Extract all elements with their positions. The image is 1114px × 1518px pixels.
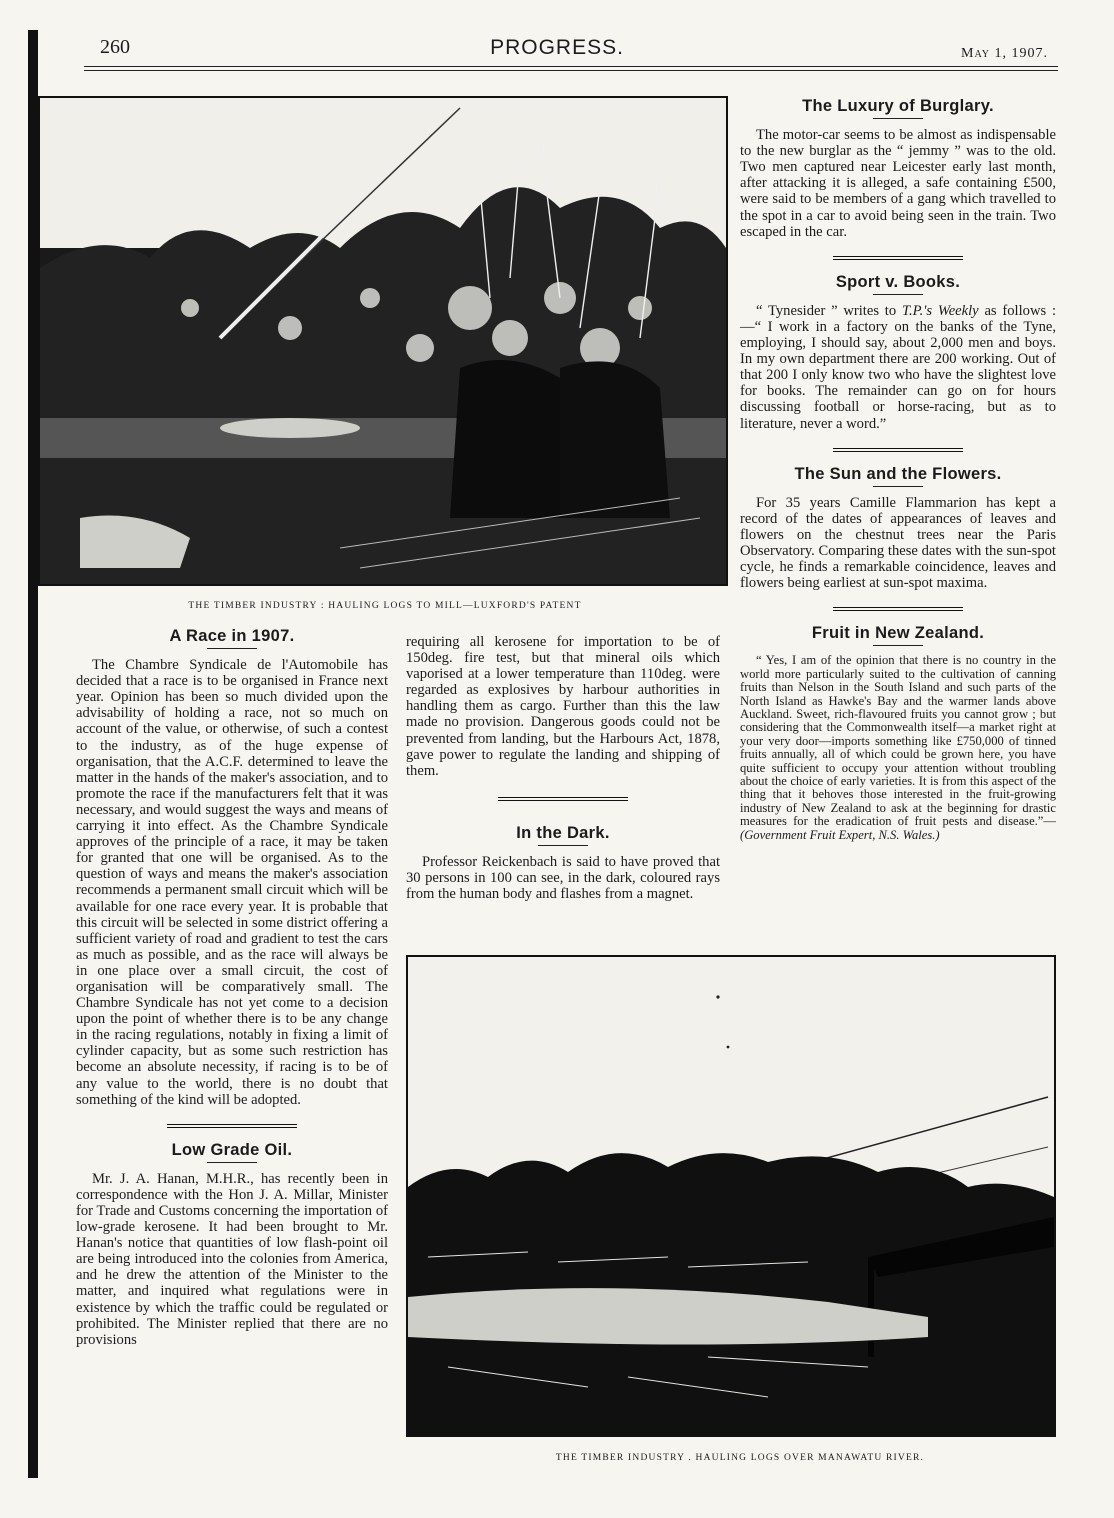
issue-date: May 1, 1907. <box>961 46 1048 61</box>
photo-illustration <box>40 98 726 584</box>
heading-rule <box>538 845 588 846</box>
photo-bottom-caption: THE TIMBER INDUSTRY . HAULING LOGS OVER MANAWATU RIVER. <box>555 1453 925 1463</box>
sport-text-start: “ Tynesider ” writes to <box>756 302 902 319</box>
heading-rule <box>873 294 923 295</box>
article-burglary-body: The motor-car seems to be almost as indispensable to the new burglar as the “ jemmy ” was to the old. Two men captured near Leicester early last month, after attacking it is alleged, a safe containing £500, were said to be members of a gang which travelled to the spot in a car to avoid being seen in the train. Two escaped in the car. <box>740 127 1056 240</box>
heading-oil: Low Grade Oil. <box>171 1140 293 1159</box>
article-oil-body: Mr. J. A. Hanan, M.H.R., has recently been in correspondence with the Hon J. A. Millar, Minister for Trade and Customs concerning the importation of low-grade kerosene. It had been brought to Mr. Hanan's notice that quantities of low flash-point oil are being introduced into the colonies from America, and he drew the attention of the Minister to the matter, and inquired what regulations were in existence by which the traffic could be regulated or prohibited. The Minister replied that there are no provisions <box>76 1170 388 1348</box>
section-divider <box>498 797 628 801</box>
masthead-title: PROGRESS. <box>490 36 624 59</box>
article-fruit-body <box>740 654 1056 842</box>
section-divider <box>833 448 963 452</box>
column-left <box>76 628 388 1348</box>
photo-logs-over-manawatu-river <box>406 955 1056 1437</box>
section-divider <box>167 1124 297 1128</box>
heading-race: A Race in 1907. <box>169 627 295 645</box>
photo-hauling-logs-to-mill <box>38 96 728 586</box>
page-number: 260 <box>100 36 130 58</box>
photo-top-caption: THE TIMBER INDUSTRY : HAULING LOGS TO MILL—LUXFORD'S PATENT <box>188 601 582 611</box>
publication-name: T.P.'s Weekly <box>901 302 979 319</box>
heading-dark: In the Dark. <box>516 823 610 842</box>
heading-burglary: The Luxury of Burglary. <box>802 97 994 115</box>
fruit-quote: “ Yes, I am of the opinion that there is no country in the world more particularly suited to the cultivation of canning fruits than Nelson in the South Island and such parts of the North Island as Hawke's Bay and the warmer lands above Auckland. Sweet, rich-flavoured fruits you cannot grow ; but considering that the Commonwealth itself—a market right at your very door—imports something like £750,000 of tinned fruits annually, all of which could be grown here, you have quite sufficient to occupy your attention without troubling about the choice of early varieties. It is from this aspect of the thing that it behoves those interested in the fruit-growing industry of New Zealand to ask at the beginning for drastic measures for the eradication of fruit pests and disease.”— <box>740 653 1056 829</box>
column-middle <box>406 634 720 902</box>
page-edge-bar <box>28 30 38 1478</box>
section-divider <box>833 607 963 611</box>
fruit-source: (Government Fruit Expert, N.S. Wales.) <box>740 827 940 842</box>
heading-rule <box>873 486 923 487</box>
article-sun-body: For 35 years Camille Flammarion has kept a record of the dates of appearances of leaves and flowers on the chestnut trees near the Paris Observatory. Comparing these dates with the sun-spot cycle, he finds a remarkable coincidence, leaves and flowers being earliest at sun-spot maxima. <box>740 494 1056 592</box>
heading-rule <box>873 118 923 119</box>
heading-rule <box>207 1162 257 1163</box>
heading-fruit: Fruit in New Zealand. <box>811 624 985 643</box>
heading-rule <box>207 648 257 649</box>
article-race-body: The Chambre Syndicale de l'Automobile has decided that a race is to be organised in France next year. Opinion has been so much divided upon the advisability of holding a race, not so much on account of the value, or otherwise, of such a contest to the industry, as of the huge expense of organisation, that the A.C.F. determined to leave the matter in the hands of the maker's association, and to promote the race if the manufacturers felt that it was necessary, and would suggest the ways and means of carrying it into effect. As the Chambre Syndicale approves of the principle of a race, it may be taken for granted that one will be organised. As to the question of ways and means the maker's association recommends a permanent small circuit which will be available for one race every year. It is probable that this circuit will be selected in some district offering a sufficient variety of road and gradient to test the cars as much as possible, and as the race will always be in one place over a small circuit, the cost of organisation will be comparatively small. The Chambre Syndicale has not yet come to a decision upon the point of whether there is to be any change in the racing regulations, notably in fixing a limit of cylinder capacity, but as some such restriction has become an absolute necessity, if racing is to be of any value to the world, there is no doubt that something of the kind will be adopted. <box>76 657 388 1108</box>
header-rule-lower <box>84 70 1058 71</box>
sport-text-end: as follows :—“ I work in a factory on the banks of the Tyne, employing, I should say, about 2,000 men and boys. In my own department there are 200 working. Out of that 200 I only know two who have the slightest love for books. The remainder can go on for hours discussing football or horse-racing, but as to literature, never a word.” <box>740 302 1056 432</box>
header-rule <box>84 66 1058 67</box>
heading-rule <box>873 645 923 646</box>
heading-sport: Sport v. Books. <box>835 272 961 291</box>
article-oil-continuation: requiring all kerosene for importation to be of 150deg. fire test, but that mineral oils which vaporised at a lower temperature than 110deg. were regarded as explosives by harbour authorities in handling them as cargo. Further than this the law made no provision. Dangerous goods could not be prevented from landing, but the Harbours Act, 1878, gave power to regulate the landing and shipping of them. <box>406 634 720 779</box>
column-right <box>740 98 1056 842</box>
photo-illustration <box>408 957 1054 1435</box>
article-dark-body: Professor Reickenbach is said to have proved that 30 persons in 100 can see, in the dark, coloured rays from the human body and flashes from a magnet. <box>406 853 720 903</box>
heading-sun: The Sun and the Flowers. <box>794 464 1002 483</box>
article-sport-body <box>740 303 1056 432</box>
section-divider <box>833 256 963 260</box>
